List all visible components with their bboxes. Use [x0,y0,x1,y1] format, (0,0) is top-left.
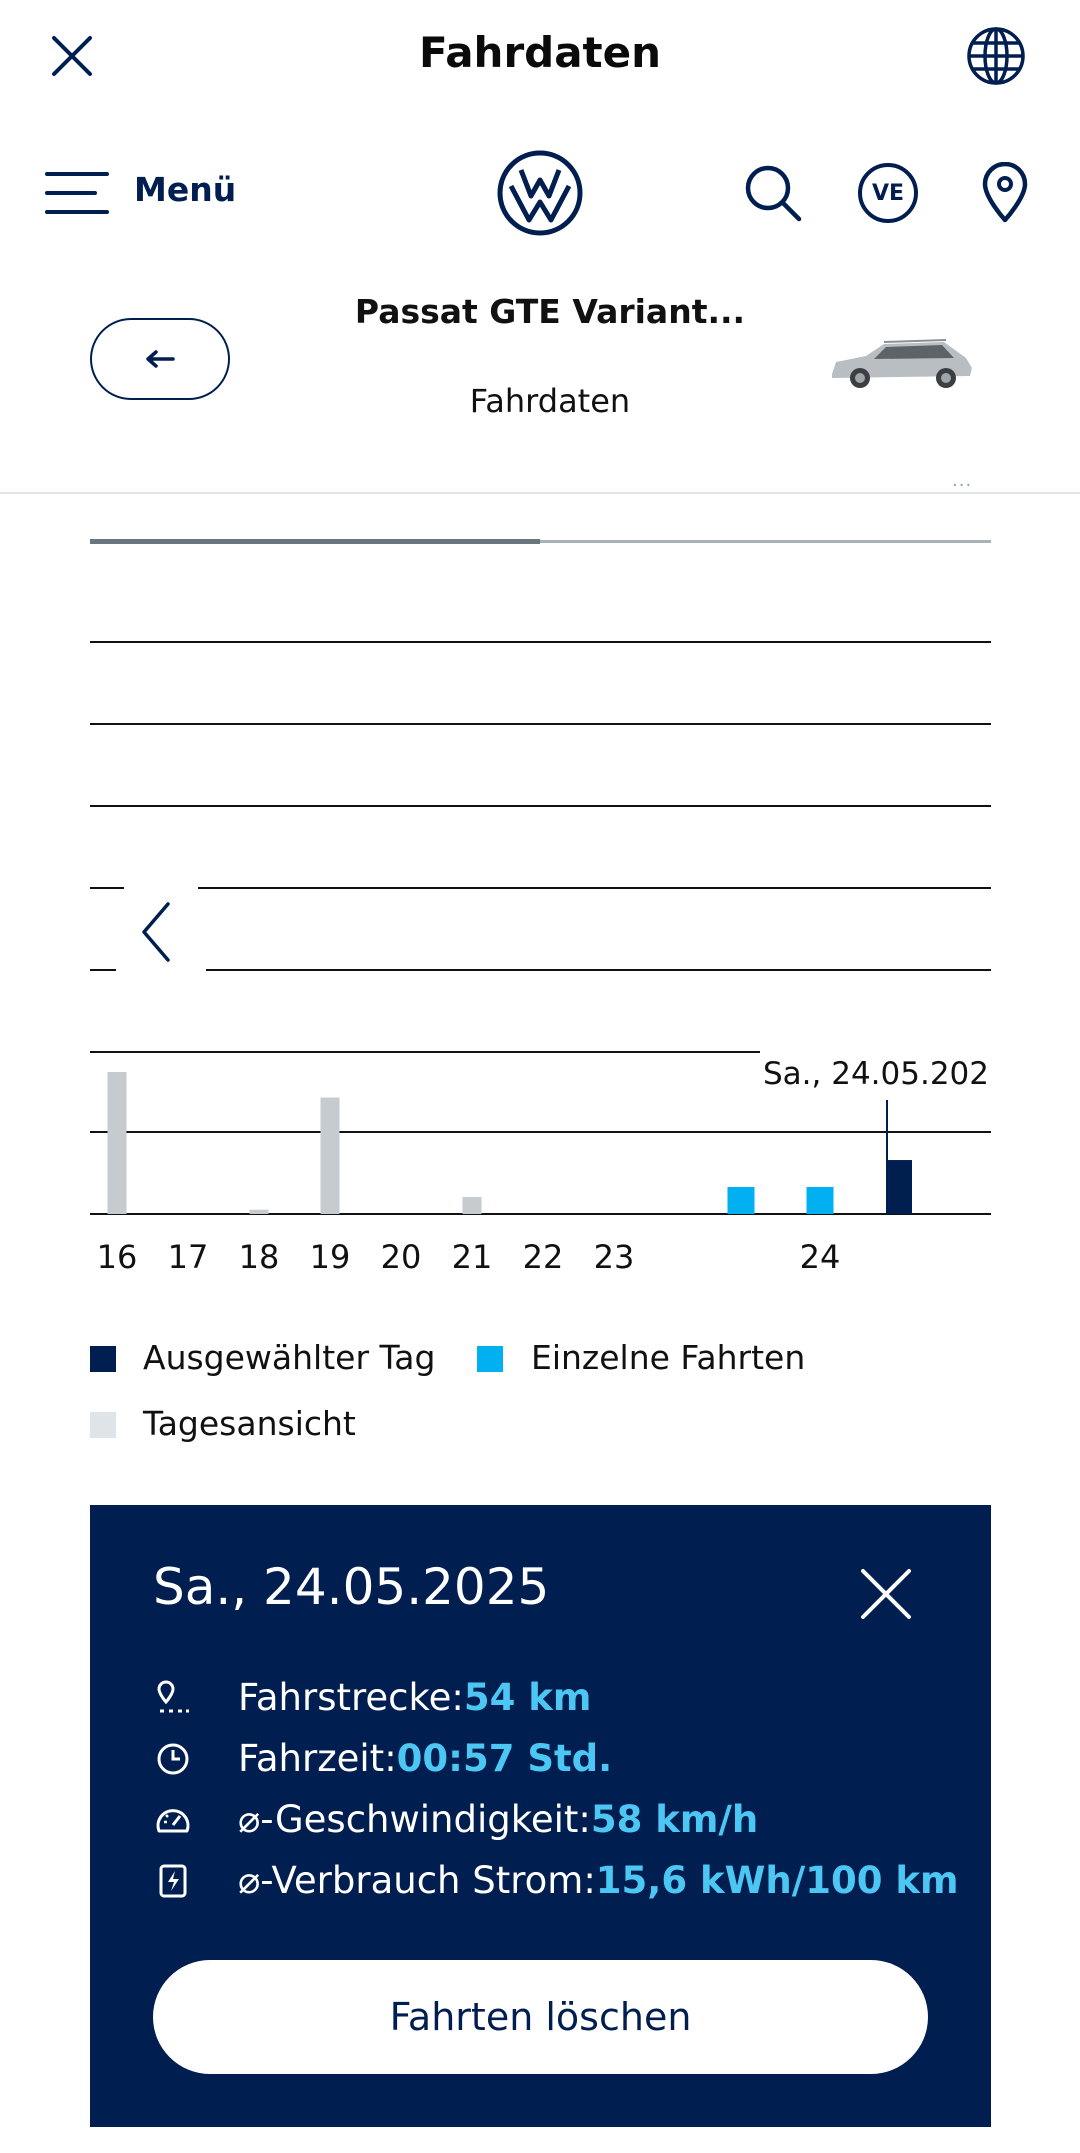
legend-swatch-day [90,1412,116,1438]
x-tick-label: 16 [96,1238,138,1276]
x-tick-label: 17 [167,1238,209,1276]
stat-row-speed [153,1798,758,1841]
stat-label: Fahrzeit: [238,1737,397,1780]
chart-bar[interactable] [250,1210,269,1214]
user-avatar-button[interactable] [858,163,918,223]
x-tick-label: 20 [380,1238,422,1276]
route-icon [153,1678,193,1718]
legend-label-day: Tagesansicht [143,1404,356,1443]
x-tick-label: 21 [451,1238,493,1276]
page-title: Fahrdaten [418,28,662,77]
arrow-left-icon [145,349,175,369]
x-tick-label: 18 [238,1238,280,1276]
stat-value: 54 km [463,1676,592,1719]
clock-icon [153,1739,193,1779]
stat-value: 58 km/h [590,1798,759,1841]
chart-bar[interactable] [728,1187,755,1214]
chart-bar[interactable] [321,1098,340,1214]
more-indicator: ... [952,470,973,491]
x-tick-label: 22 [522,1238,564,1276]
chart-bar[interactable] [886,1160,912,1214]
panel-close-button[interactable] [852,1560,920,1628]
header-divider [0,492,1080,494]
x-tick-label: 24 [799,1238,841,1276]
stat-value: 15,6 kWh/100 km [595,1859,959,1902]
car-image [826,332,976,392]
search-button[interactable] [740,160,806,226]
legend-swatch-trips [477,1346,503,1372]
legend-label-trips: Einzelne Fahrten [531,1338,806,1377]
language-button[interactable] [964,24,1028,88]
hamburger-icon [45,170,109,216]
search-icon [742,162,804,224]
stat-label: ⌀-Geschwindigkeit: [238,1798,591,1841]
x-tick-label: 23 [593,1238,635,1276]
dealer-location-button[interactable] [974,160,1036,226]
menu-label[interactable]: Menü [134,170,237,209]
chart-bar[interactable] [463,1197,482,1214]
globe-icon [966,26,1026,86]
location-pin-icon [980,162,1030,224]
chart-tab-active[interactable] [90,539,540,544]
speedometer-icon [153,1800,193,1840]
x-tick-label: 19 [309,1238,351,1276]
menu-button[interactable] [44,160,110,226]
stat-row-duration [153,1737,612,1780]
chart-bar[interactable] [108,1072,127,1214]
chart-bar[interactable] [807,1187,834,1214]
vehicle-subtitle: Fahrdaten [469,382,631,420]
close-icon [860,1568,912,1620]
stat-row-distance [153,1676,591,1719]
back-button[interactable] [90,318,230,400]
chart-tab-inactive[interactable] [540,540,991,543]
stat-row-consumption [153,1859,959,1902]
stat-label: Fahrstrecke: [238,1676,464,1719]
vehicle-name: Passat GTE Variant... [354,292,746,331]
chart-tooltip: Sa., 24.05.202 [762,1056,989,1092]
chart-prev-button[interactable] [126,890,186,974]
legend-swatch-selected [90,1346,116,1372]
legend-label-selected: Ausgewählter Tag [143,1338,436,1377]
vw-logo[interactable] [497,150,583,236]
avatar-initials: VE [871,180,905,206]
stat-label: ⌀-Verbrauch Strom: [238,1859,596,1902]
chart-gridlines [90,642,991,1214]
stat-value: 00:57 Std. [396,1737,613,1780]
delete-trips-button[interactable]: Fahrten löschen [153,1960,928,2074]
chevron-left-icon [138,900,174,964]
panel-date: Sa., 24.05.2025 [153,1558,550,1616]
energy-icon [153,1861,193,1901]
